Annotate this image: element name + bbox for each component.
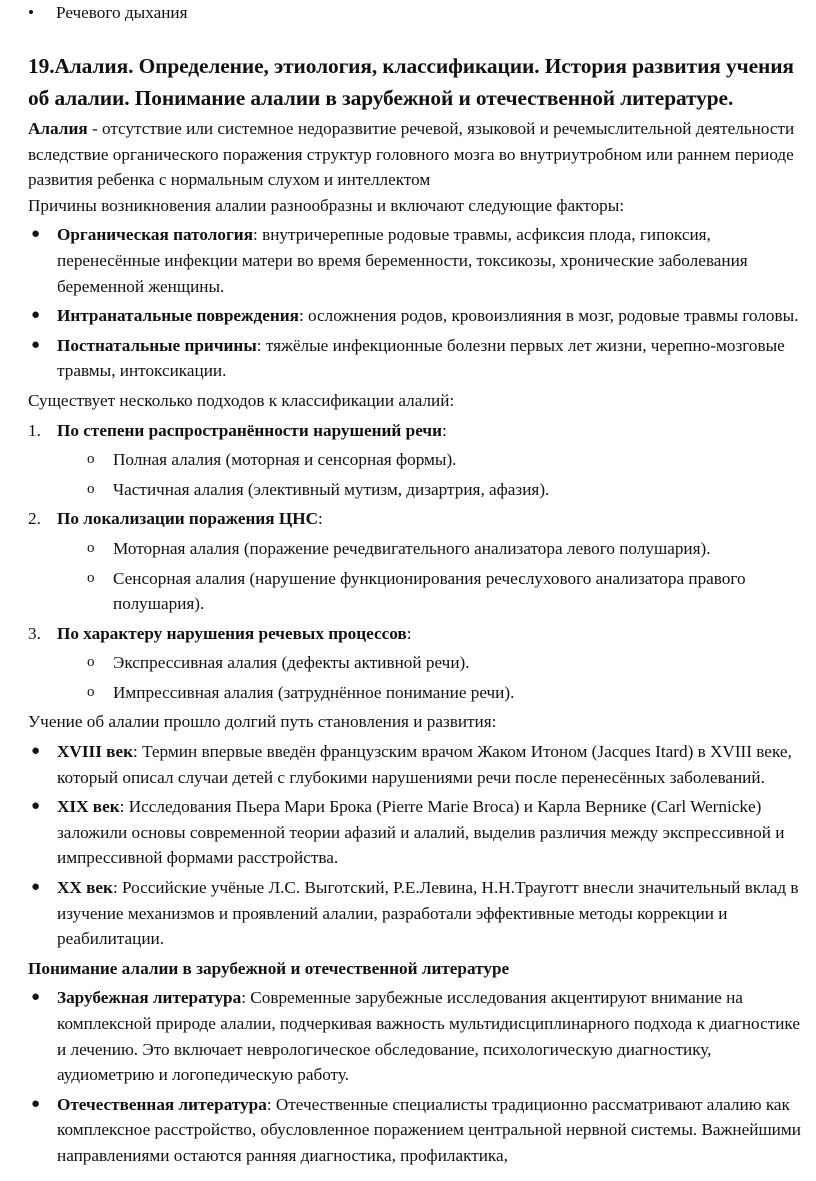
item-term: По характеру нарушения речевых процессов — [57, 623, 407, 643]
list-item — [28, 875, 810, 952]
item-term: XVIII век — [57, 742, 134, 762]
list-item — [28, 794, 810, 871]
sub-item-text: Сенсорная алалия (нарушение функционирования речеслухового анализатора правого полушария). — [113, 568, 746, 614]
classification-intro: Существует несколько подходов к классификации алалий: — [28, 390, 455, 410]
sub-marker: o — [87, 480, 95, 497]
bullet-marker: ● — [31, 743, 41, 760]
item-term: Постнатальные причины — [57, 335, 257, 355]
list-item — [28, 303, 810, 329]
list-item — [28, 0, 810, 26]
bullet-marker: ● — [31, 336, 41, 353]
item-term: Интранатальные повреждения — [57, 306, 299, 326]
literature-heading — [28, 956, 810, 982]
sub-list — [57, 536, 810, 617]
sub-marker: o — [87, 569, 95, 586]
item-term: Зарубежная литература — [57, 988, 242, 1008]
item-text: : осложнения родов, кровоизлияния в мозг, родовые травмы головы. — [298, 306, 799, 326]
item-text: : Российские учёные Л.С. Выготский, Р.Е.Левина, Н.Н.Трауготт внесли значительный вклад в изучение механизмов и проявлений алалии, разработали эффективные методы коррекции и реабилитации. — [57, 878, 799, 949]
item-term: Органическая патология — [57, 225, 254, 245]
sub-item — [57, 650, 810, 676]
sub-item — [57, 477, 810, 503]
sub-item-text: Моторная алалия (поражение речедвигательного анализатора левого полушария). — [113, 538, 711, 558]
bullet-marker: • — [28, 3, 35, 22]
bullet-marker: ● — [31, 798, 41, 815]
sub-list — [57, 447, 810, 502]
sub-item — [57, 566, 810, 617]
item-term: XIX век — [57, 797, 120, 817]
sub-item-text: Полная алалия (моторная и сенсорная формы). — [113, 450, 457, 470]
item-suffix: : — [406, 623, 412, 643]
classification-list — [28, 418, 810, 706]
item-suffix: : — [318, 509, 323, 529]
item-term: По локализации поражения ЦНС — [57, 509, 319, 529]
bullet-marker: ● — [31, 226, 41, 243]
sub-item-text: Частичная алалия (элективный мутизм, дизартрия, афазия). — [113, 479, 550, 499]
history-list — [28, 739, 810, 952]
list-item — [28, 621, 810, 706]
sub-item — [57, 680, 810, 706]
bullet-marker: ● — [31, 989, 41, 1006]
item-text: : тяжёлые инфекционные болезни первых лет жизни, черепно-мозговые травмы, интоксикации. — [57, 335, 785, 381]
list-item-text: Речевого дыхания — [56, 3, 188, 22]
sub-item — [57, 536, 810, 562]
item-text: : Термин впервые введён французским врачом Жаком Итоном (Jacques Itard) в XVIII веке, который описал случаи детей с глубокими нарушениями речи после перенесённых заболеваний. — [57, 742, 792, 787]
list-item — [28, 418, 810, 503]
history-intro: Учение об алалии прошло долгий путь становления и развития: — [28, 712, 497, 732]
sub-marker: o — [87, 539, 95, 556]
bullet-marker: ● — [31, 1095, 41, 1112]
sub-marker: o — [87, 654, 95, 671]
item-suffix: : — [442, 420, 447, 440]
causes-intro: Причины возникновения алалии разнообразны и включают следующие факторы: — [28, 195, 625, 215]
item-text: : Отечественные специалисты традиционно рассматривают алалию как комплексное расстройство, обусловленное поражением центральной нервной системы. Важнейшими направлениями остаются ранняя диагностика, профилактика, — [57, 1094, 801, 1165]
item-text: : Исследования Пьера Мари Брока (Pierre Marie Broca) и Карла Вернике (Carl Wernicke) заложили основы современной теории афазий и алалий, выделив различия между экспрессивной и импрессивной формами расстройства. — [57, 797, 785, 868]
list-item — [28, 1092, 810, 1169]
sub-list — [57, 650, 810, 705]
definition-text: - отсутствие или системное недоразвитие речевой, языковой и речемыслительной деятельности вследствие органического поражения структур головного мозга во внутриутробном или раннем периоде развития ребенка с нормальным слухом и интеллектом — [28, 119, 795, 190]
item-number: 1. — [28, 420, 41, 440]
sub-item-text: Импрессивная алалия (затруднённое понимание речи). — [113, 682, 515, 702]
section-heading: 19.Алалия. Определение, этиология, классификации. История развития учения об алалии. Понимание алалии в зарубежной и отечественной литературе. — [28, 54, 794, 110]
sub-marker: o — [87, 683, 95, 700]
item-number: 2. — [28, 509, 41, 529]
item-number: 3. — [28, 623, 41, 643]
definition-paragraph — [28, 116, 810, 193]
item-text: : Современные зарубежные исследования акцентируют внимание на комплексной природе алалии, подчеркивая важность мультидисциплинарного подхода к диагностике и лечению. Это включает неврологическое обследование, психологическую диагностику, аудиометрию и логопедическую работу. — [57, 988, 800, 1085]
item-term: XX век — [57, 878, 113, 898]
list-item — [28, 506, 810, 616]
literature-list — [28, 985, 810, 1168]
sub-marker: o — [87, 451, 95, 468]
list-item — [28, 222, 810, 299]
list-item — [28, 985, 810, 1087]
list-item — [28, 739, 810, 790]
bullet-marker: ● — [31, 307, 41, 324]
list-item — [28, 333, 810, 384]
item-term: Отечественная литература — [57, 1094, 267, 1114]
bullet-marker: ● — [31, 879, 41, 896]
sub-item-text: Экспрессивная алалия (дефекты активной речи). — [113, 653, 470, 673]
definition-term: Алалия — [28, 119, 88, 138]
sub-item — [57, 447, 810, 473]
item-term: По степени распространённости нарушений речи — [57, 420, 442, 440]
causes-list — [28, 222, 810, 384]
item-text: : внутричерепные родовые травмы, асфиксия плода, гипоксия, перенесённые инфекции матери во время беременности, токсикозы, хронические заболевания беременной женщины. — [57, 225, 748, 296]
literature-heading-text: Понимание алалии в зарубежной и отечественной литературе — [28, 958, 510, 978]
